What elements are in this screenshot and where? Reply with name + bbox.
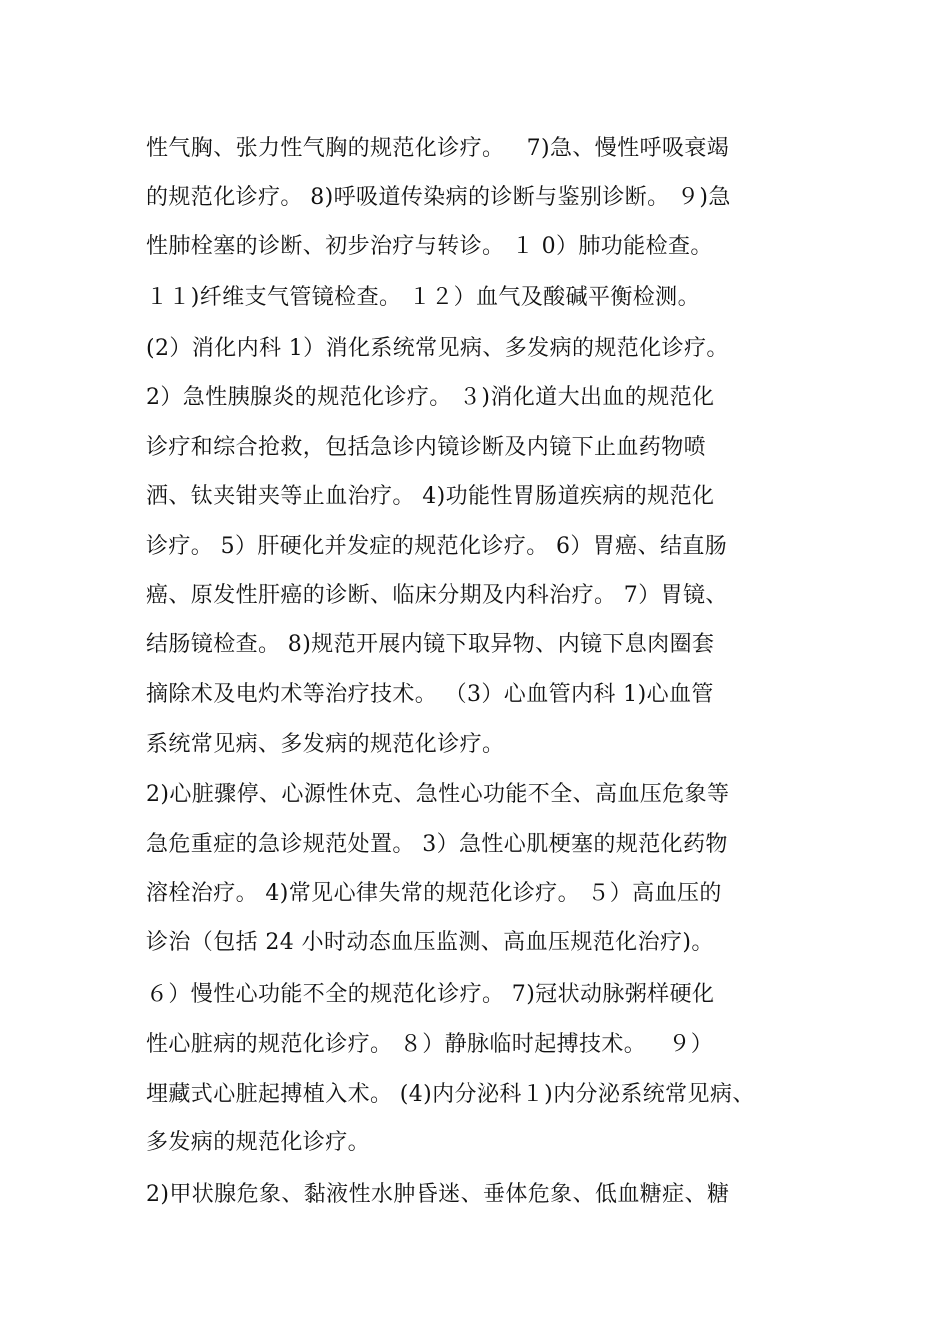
text-line: 2）急性胰腺炎的规范化诊疗。 ３)消化道大出血的规范化 bbox=[146, 385, 715, 410]
text-line: (2）消化内科 1）消化系统常见病、多发病的规范化诊疗。 bbox=[146, 336, 729, 361]
text-line: 摘除术及电灼术等治疗技术。 （3）心血管内科 1)心血管 bbox=[146, 682, 714, 707]
text-line: 的规范化诊疗。 8)呼吸道传染病的诊断与鉴别诊断。 ９)急 bbox=[146, 185, 731, 210]
text-line: 诊治（包括 24 小时动态血压监测、高血压规范化治疗)。 bbox=[146, 930, 714, 955]
text-line: 结肠镜检查。 8)规范开展内镜下取异物、内镜下息肉圈套 bbox=[146, 632, 715, 657]
text-line: 急危重症的急诊规范处置。 3）急性心肌梗塞的规范化药物 bbox=[146, 832, 728, 857]
text-line: １１)纤维支气管镜检查。 １２）血气及酸碱平衡检测。 bbox=[146, 285, 700, 310]
text-line: ６）慢性心功能不全的规范化诊疗。 7)冠状动脉粥样硬化 bbox=[146, 982, 715, 1007]
text-line: 多发病的规范化诊疗。 bbox=[146, 1130, 371, 1155]
text-line: 系统常见病、多发病的规范化诊疗。 bbox=[146, 732, 505, 757]
text-line: 性肺栓塞的诊断、初步治疗与转诊。 １ 0）肺功能检查。 bbox=[146, 234, 713, 259]
text-line: 性心脏病的规范化诊疗。 ８）静脉临时起搏技术。 ９） bbox=[146, 1032, 714, 1057]
text-line: 诊疗。 5）肝硬化并发症的规范化诊疗。 6）胃癌、结直肠 bbox=[146, 534, 728, 559]
text-line: 2)甲状腺危象、黏液性水肿昏迷、垂体危象、低血糖症、糖 bbox=[146, 1182, 730, 1207]
text-line: 洒、钛夹钳夹等止血治疗。 4)功能性胃肠道疾病的规范化 bbox=[146, 484, 715, 509]
text-line: 诊疗和综合抢救，包括急诊内镜诊断及内镜下止血药物喷 bbox=[146, 435, 707, 460]
text-line: 性气胸、张力性气胸的规范化诊疗。 7)急、慢性呼吸衰竭 bbox=[146, 136, 730, 161]
text-line: 2)心脏骤停、心源性休克、急性心功能不全、高血压危象等 bbox=[146, 782, 730, 807]
text-line: 癌、原发性肝癌的诊断、临床分期及内科治疗。 7）胃镜、 bbox=[146, 583, 728, 608]
text-line: 埋藏式心脏起搏植入术。 (4)内分泌科１)内分泌系统常见病、 bbox=[146, 1082, 755, 1107]
text-line: 溶栓治疗。 4)常见心律失常的规范化诊疗。 ５）高血压的 bbox=[146, 881, 722, 906]
